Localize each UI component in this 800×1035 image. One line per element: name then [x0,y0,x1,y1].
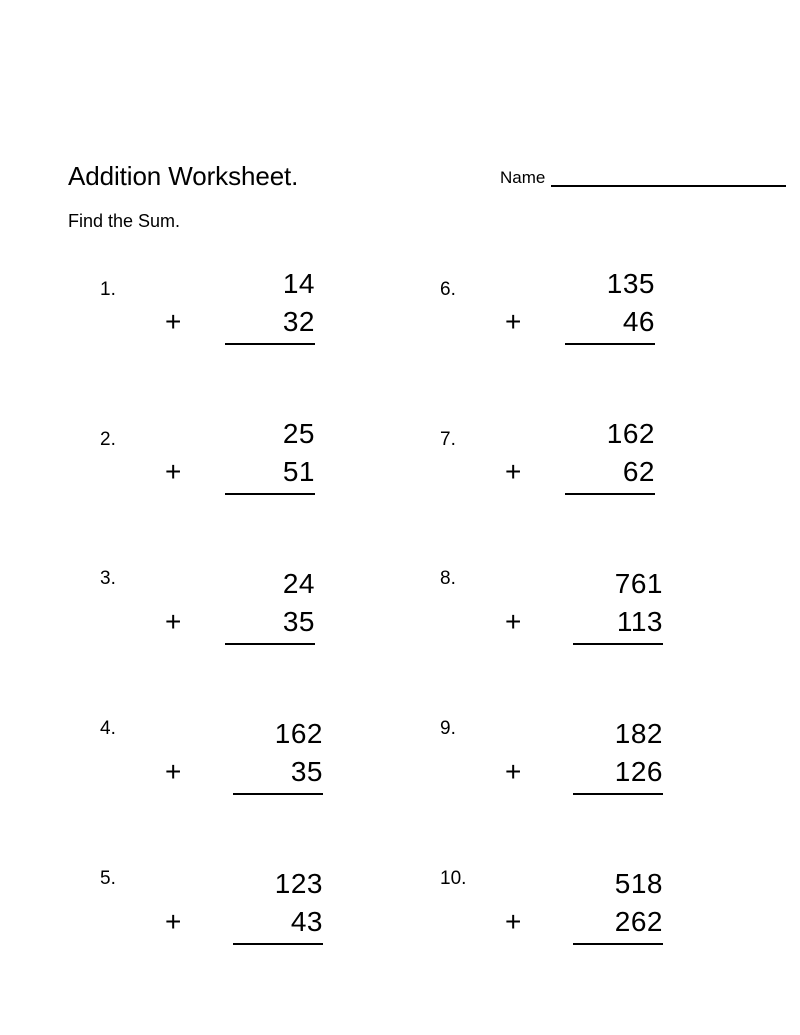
addend-row-top [163,565,315,603]
problem-item [100,865,440,1015]
addend-row-top [163,415,315,453]
addend-first: 135 [606,268,655,299]
addition-stack [163,265,315,345]
answer-line[interactable] [233,793,323,795]
addend-row-top [163,715,323,753]
problem-item [440,415,780,565]
addend-first: 123 [274,868,323,899]
addend-row-bottom [163,753,323,791]
plus-operator-icon: + [165,306,182,337]
addend-second: 262 [614,906,663,937]
addend-row-bottom [163,303,315,341]
answer-line[interactable] [573,943,663,945]
addend-second: 35 [282,606,315,637]
page-title: Addition Worksheet. [68,161,299,191]
problem-number: 1. [100,279,116,300]
plus-operator-icon: + [505,756,522,787]
answer-line[interactable] [565,493,655,495]
answer-line[interactable] [225,493,315,495]
addend-second: 126 [614,756,663,787]
addend-row-top [163,865,323,903]
addition-stack [503,565,663,645]
problem-item [100,565,440,715]
problem-number: 3. [100,568,116,589]
plus-operator-icon: + [505,306,522,337]
problem-item [440,565,780,715]
addend-row-bottom [163,453,315,491]
addend-first: 162 [274,718,323,749]
problem-number: 6. [440,279,456,300]
addition-stack [163,715,323,795]
problem-number: 10. [440,868,467,889]
addend-second: 62 [622,456,655,487]
addend-first: 14 [282,268,315,299]
addend-row-top [503,415,655,453]
problem-item [440,265,780,415]
answer-line[interactable] [573,793,663,795]
name-write-in-line[interactable] [551,185,786,187]
addend-first: 182 [614,718,663,749]
page-subtitle: Find the Sum. [68,211,181,231]
plus-operator-icon: + [165,756,182,787]
addend-second: 43 [290,906,323,937]
problem-number: 9. [440,718,456,739]
plus-operator-icon: + [165,606,182,637]
addend-row-top [503,565,663,603]
problem-item [100,715,440,865]
plus-operator-icon: + [165,906,182,937]
addition-stack [503,865,663,945]
addition-stack [163,565,315,645]
addend-row-bottom [163,603,315,641]
addend-first: 24 [282,568,315,599]
addend-row-bottom [503,753,663,791]
addend-row-bottom [503,303,655,341]
answer-line[interactable] [573,643,663,645]
problem-number: 2. [100,429,116,450]
plus-operator-icon: + [505,456,522,487]
addend-row-bottom [503,603,663,641]
addend-row-bottom [503,453,655,491]
addend-row-bottom [163,903,323,941]
name-field-group [500,168,786,190]
problem-item [100,415,440,565]
addend-second: 46 [622,306,655,337]
problem-number: 4. [100,718,116,739]
addition-stack [163,415,315,495]
addend-second: 35 [290,756,323,787]
answer-line[interactable] [565,343,655,345]
addition-stack [503,715,663,795]
addend-second: 32 [282,306,315,337]
problem-column-right [440,265,780,1015]
answer-line[interactable] [225,643,315,645]
addition-stack [503,415,655,495]
answer-line[interactable] [233,943,323,945]
addend-second: 51 [282,456,315,487]
answer-line[interactable] [225,343,315,345]
plus-operator-icon: + [505,606,522,637]
problem-number: 7. [440,429,456,450]
problem-item [440,865,780,1015]
addend-row-top [163,265,315,303]
problem-item [440,715,780,865]
plus-operator-icon: + [505,906,522,937]
addend-first: 761 [614,568,663,599]
problem-number: 5. [100,868,116,889]
problem-item [100,265,440,415]
problem-column-left [100,265,440,1015]
addition-stack [163,865,323,945]
addend-row-bottom [503,903,663,941]
addend-row-top [503,865,663,903]
addend-first: 162 [606,418,655,449]
addend-second: 113 [616,606,663,637]
addend-first: 25 [282,418,315,449]
worksheet-header [0,160,800,250]
addend-row-top [503,265,655,303]
plus-operator-icon: + [165,456,182,487]
addend-first: 518 [614,868,663,899]
name-label: Name [500,168,546,187]
problem-number: 8. [440,568,456,589]
addend-row-top [503,715,663,753]
addition-stack [503,265,655,345]
